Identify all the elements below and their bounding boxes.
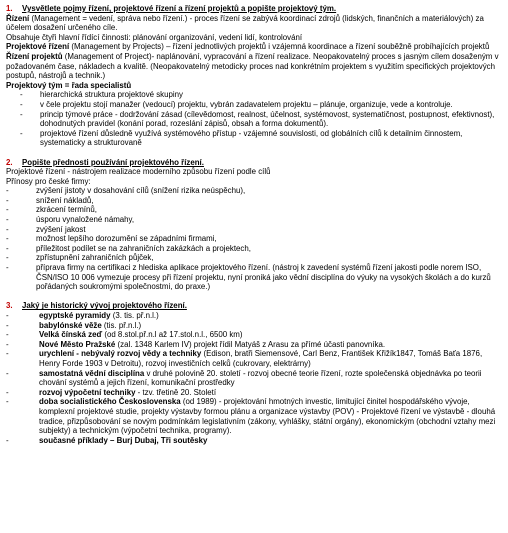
dash-marker: -: [20, 90, 23, 100]
spacer: [6, 292, 502, 302]
question-number: 2.: [6, 157, 13, 167]
question-text: Jaký je historický vývoj projektového řízení.: [22, 301, 187, 311]
obsahuje-line: Obsahuje čtyři hlavní řídící činnosti: plánování organizování, vedení lidí, kontrolování: [6, 32, 303, 42]
dash-marker: -: [6, 339, 9, 349]
dash-marker: -: [6, 263, 9, 273]
list-item: - babylónské věže (tis. př.n.l.): [6, 320, 142, 330]
list-item: - v čele projektu stojí manažer (vedoucí) projektu, vybrán zadavatelem projektu – plánuje, organizuje, vede a kontroluje.: [20, 99, 453, 109]
list-item: - snížení nákladů,: [6, 195, 94, 205]
projektovy-tym-heading: Projektový tým = řada specialistů: [6, 80, 132, 90]
question-3-heading: [6, 301, 502, 311]
intro-line: Projektové řízení - nástrojem realizace moderního způsobu řízení podle cílů: [6, 167, 271, 177]
question-number: 1.: [6, 4, 13, 13]
dash-marker: -: [6, 320, 9, 330]
dash-marker: -: [6, 330, 9, 340]
intro-line: Přínosy pro české firmy:: [6, 176, 91, 186]
list-item: - samostatná vědní disciplína v druhé polovině 20. století - rozvoj obecné teorie řízení, rozte společenská objednávka po teorii chování systémů a jejich řízení, komunikační prostředky: [6, 368, 482, 388]
rizeni-definition: (Management = vedení, správa nebo řízení.) - proces řízení se zabývá koordinací zdrojů (lidských, finančních a materiálových) za účelem dosažení určeného cíle.: [6, 13, 484, 33]
dash-marker: -: [6, 311, 9, 320]
question-2-heading: [6, 158, 502, 168]
list-item: - zvýšení jakost: [6, 224, 86, 234]
dash-marker: -: [6, 186, 9, 196]
list-item: - příprava firmy na certifikaci z hlediska aplikace projektového řízení. (nástroj k zavedení systémů řízení jakosti podle norem ISO, ČSN/ISO 10 006 vymezuje procesy při řízení projektu, nyní proniká jako vědní disciplína do výuky na vysokých školách a do kurzů pořádaných soukromými společnostmi, do praxe.): [6, 263, 491, 292]
projektove-rizeni-definition: (Management by Projects) – řízení jednotlivých projektů i vzájemná koordinace a řízení souběžně probíhajících projektů: [69, 42, 490, 52]
list-item: - zkrácení termínů,: [6, 205, 97, 215]
list-item: - hierarchická struktura projektové skupiny: [20, 90, 183, 100]
term-projektove-rizeni: Projektové řízení: [6, 42, 70, 52]
list-item: - doba socialistického Československa (od 1989) - projektování hmotných investic, limitující činitel hospodářského vývoje, komplexní projektové studie, projekty výstavby formou plánu a organizace výstavby (POV) - Projektové řízení ve výstavbě - dlouhá tradice, přizpůsobování se novým podmínkám legislativním (zákony, vyhlášky, státní orgány), ekonomickým (obchodní vztahy mezi subjekty) a technickým (výpočetní technika, programy).: [6, 397, 496, 436]
dash-marker: -: [6, 195, 9, 205]
list-item: - zpřístupnění zahraničních půjček,: [6, 253, 154, 263]
dash-marker: -: [6, 234, 9, 244]
question-text: Popište přednosti používání projektového řízení.: [22, 157, 204, 167]
dash-marker: -: [6, 215, 9, 225]
list-item: - úsporu vynaložené námahy,: [6, 215, 135, 225]
list-item: - egyptské pyramidy (3. tis. př.n.l.): [6, 311, 159, 320]
rizeni-projektu-paragraph: [6, 52, 502, 81]
list-item: - možnost lepšího dorozumění se západními firmami,: [6, 234, 217, 244]
dash-marker: -: [20, 109, 23, 119]
dash-marker: -: [6, 243, 9, 253]
dash-marker: -: [6, 387, 9, 397]
list-item: - příležitost podílet se na zahraničních zakázkách a projektech,: [6, 243, 251, 253]
term-rizeni-projektu: Řízení projektů: [6, 51, 63, 61]
dash-marker: -: [20, 128, 23, 138]
dash-marker: -: [6, 435, 9, 445]
list-item: - Nové Město Pražské (zal. 1348 Karlem IV) projekt řídil Matyáš z Arasu za přímé účasti panovníka.: [6, 339, 386, 349]
term-rizeni: Řízení: [6, 13, 30, 23]
rizeni-paragraph: [6, 14, 502, 33]
list-item: - Velká čínská zeď (od 8.stol.př.n.l až 17.stol.n.l., 6500 km): [6, 330, 243, 340]
list-item: - projektové řízení důsledně využívá systémového přístup - vzájemné souvislosti, od globálních cílů k detailním činnostem, systematicky a strukturovaně: [20, 128, 463, 148]
dash-marker: -: [6, 253, 9, 263]
projektove-rizeni-paragraph: [6, 42, 502, 52]
dash-marker: -: [6, 349, 9, 359]
list-item: - zvýšení jistoty v dosahování cílů (snížení rizika neúspěchu),: [6, 186, 246, 196]
spacer: [6, 148, 502, 158]
dash-marker: -: [6, 224, 9, 234]
list-item: - současné příklady – Burj Dubaj, Tři soutěsky: [6, 435, 208, 445]
list-item: - urychlení - nebývalý rozvoj vědy a techniky (Edison, bratři Siemensové, Carl Benz, František Křižík1847, Tomáš Baťa 1876, Henry Forde 1903 v Detroitu), rozvoj investičních celků (cukrovary, elektrárny): [6, 349, 483, 368]
list-item: - rozvoj výpočetní techniky - tzv. třetině 20. Století: [6, 387, 217, 397]
dash-marker: -: [20, 99, 23, 109]
rizeni-projektu-definition: (Management of Project)- naplánování, vypracování a řízení realizace. Neopakovatelný proces s jasným cílem dosaženým v požadovaném čase, nákladech a kvalitě. (Neopakovatelný metodicky proces nad konkrétním projektem s využitím specifických projektových postupů, nástrojů a technik.): [6, 51, 499, 81]
dash-marker: -: [6, 397, 9, 407]
question-text: Vysvětlete pojmy řízení, projektové řízení a řízení projektů a popište projektový tým.: [22, 4, 337, 13]
dash-marker: -: [6, 368, 9, 378]
question-number: 3.: [6, 301, 13, 311]
list-item: - princip týmové práce - dodržování zásad (cílevědomost, realnost, účelnost, systémovost, systematičnost, postupnost, efektivnost), dohodnutých pravidel (konání porad, rozeslání zápisů, obsah a forma dokumentů).: [20, 109, 495, 129]
dash-marker: -: [6, 205, 9, 215]
question-1-heading: [6, 4, 502, 14]
